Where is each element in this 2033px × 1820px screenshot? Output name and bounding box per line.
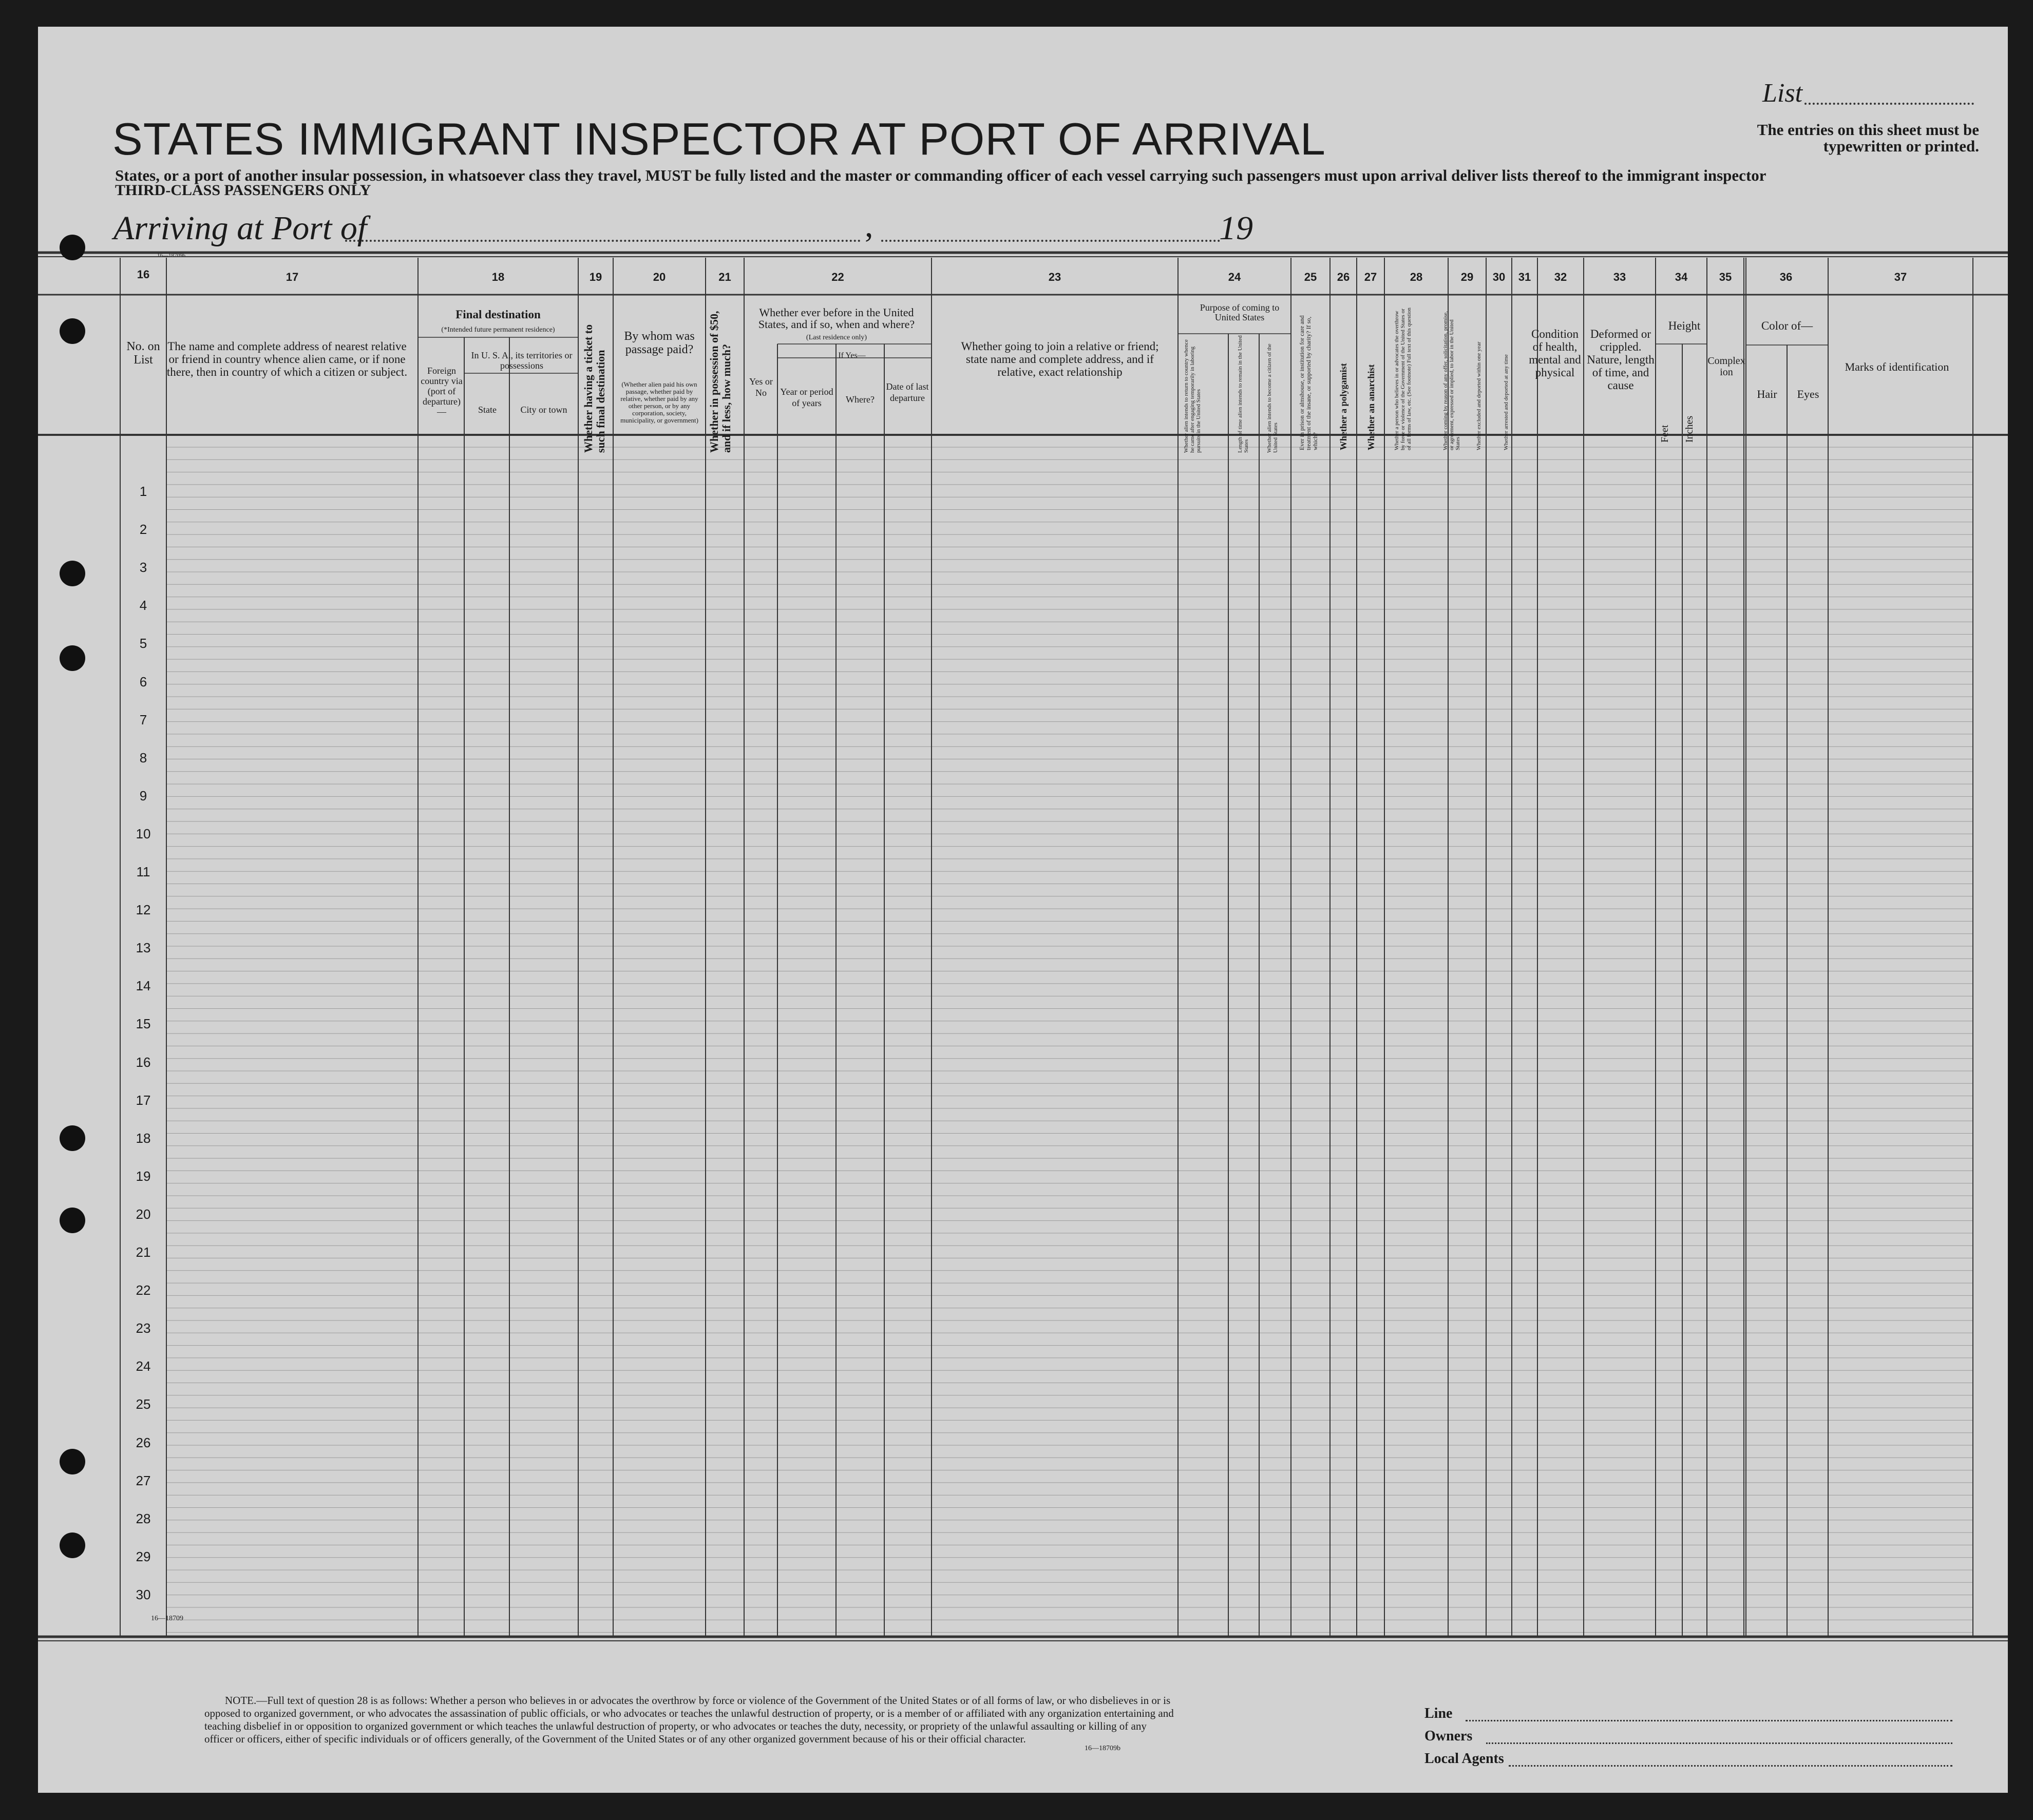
column-number: 19 xyxy=(589,271,602,283)
page-subtitle: States, or a port of another insular possession, in whatsoever class they travel, MUST be fully listed and the master or commanding officer of each vessel carrying such passengers must upon arrival deliver lists thereof to the immigrant inspector xyxy=(115,166,1766,184)
col26-header: Whether a polygamist xyxy=(1338,363,1348,450)
binder-hole xyxy=(60,1449,85,1474)
column-number: 35 xyxy=(1719,271,1732,283)
column-number: 21 xyxy=(718,271,731,283)
binder-hole xyxy=(60,1208,85,1233)
owners-label: Owners xyxy=(1424,1728,1473,1744)
col22-sub: (Last residence only) xyxy=(806,334,867,341)
column-number: 28 xyxy=(1410,271,1423,283)
column-number: 24 xyxy=(1228,271,1241,283)
col24-a: Whether alien intends to return to country whence he came after engaging temporarily in laboring pursuits in the United States xyxy=(1183,339,1202,453)
row-number: 23 xyxy=(136,1320,151,1336)
table-grid xyxy=(38,27,2008,1793)
col22-period: Year or period of years xyxy=(780,387,833,408)
row-number: 11 xyxy=(136,864,150,879)
line-field[interactable] xyxy=(1466,1720,1952,1721)
row-number: 8 xyxy=(139,750,147,765)
row-number: 5 xyxy=(139,636,147,652)
arriving-label: Arriving at Port of xyxy=(113,209,367,247)
col24-b: Length of time alien intends to remain in the United States xyxy=(1237,335,1249,453)
row-number: 19 xyxy=(136,1168,151,1184)
col18-title: Final destination xyxy=(455,308,541,321)
col24-title: Purpose of coming to United States xyxy=(1200,302,1280,322)
col29-header: Whether coming by reason of any offer, solicitation, promise, or agreement, expressed or implied, to labor in the United States xyxy=(1442,311,1461,450)
col36-title: Color of— xyxy=(1761,319,1813,332)
comma: , xyxy=(865,207,873,244)
row-number: 4 xyxy=(139,598,147,614)
col27-header: Whether an anarchist xyxy=(1366,364,1376,450)
row-number: 18 xyxy=(136,1130,151,1146)
row-number: 21 xyxy=(136,1244,151,1260)
col18-foreign: Foreign country via (port of departure)— xyxy=(421,366,463,417)
col22-date: Date of last departure xyxy=(886,381,929,403)
form-code-side: 16—18709 xyxy=(151,1615,183,1622)
col19-header: Whether having a ticket to such final destination xyxy=(582,324,607,453)
row-number: 14 xyxy=(136,978,151,994)
row-number: 24 xyxy=(136,1358,151,1374)
col36-eyes: Eyes xyxy=(1797,388,1819,400)
col35-header: Complexion xyxy=(1707,355,1745,378)
column-number: 25 xyxy=(1304,271,1317,283)
owners-field[interactable] xyxy=(1486,1742,1952,1744)
col30-header: Whether excluded and deported within one year xyxy=(1476,341,1482,450)
col16-header: No. on List xyxy=(126,340,160,367)
col18-usa: In U. S. A., its territories or possessions xyxy=(471,350,573,371)
footnote: NOTE.—Full text of question 28 is as follows: Whether a person who believes in or advocates the overthrow by force or violence of the Government of the United States or of all forms of law, or who disbelieves in or is opposed to organized government, or who advocates the assassination of public officials, or who advocates or teaches the unlawful destruction of property, or is a member of or affiliated with any organization entertaining and teaching disbelief in or opposition to organized government or which teaches the unlawful destruction of property, or who advocates or teaches the duty, necessity, or propriety of the unlawful assaulting or killing of any officer or officers, either of specific individuals or of officers generally, of the Government of the United States or of any other organized government because of his or their official character. xyxy=(204,1694,1174,1745)
agents-field[interactable] xyxy=(1509,1765,1952,1767)
col32-header: Condition of health, mental and physical xyxy=(1529,328,1581,379)
col23-header: Whether going to join a relative or friend; state name and complete address, and if relative, exact relationship xyxy=(961,340,1159,378)
col36-hair: Hair xyxy=(1757,388,1777,400)
footnote-code: 16—18709b xyxy=(1085,1745,1120,1752)
line-label: Line xyxy=(1424,1706,1453,1721)
col25-header: Ever in prison or almshouse, or institution for care and treatment of the insane, or supported by charity? If so, which? xyxy=(1298,315,1319,450)
row-number: 27 xyxy=(136,1472,151,1488)
col22-yesno: Yes or No xyxy=(749,376,773,398)
column-number: 16 xyxy=(137,268,150,281)
column-number: 31 xyxy=(1518,271,1531,283)
row-number: 6 xyxy=(139,674,147,689)
column-number: 34 xyxy=(1675,271,1688,283)
row-number: 28 xyxy=(136,1510,151,1526)
row-number: 22 xyxy=(136,1282,151,1298)
col18-city: City or town xyxy=(520,405,567,415)
list-label: List xyxy=(1762,79,1803,108)
col34-title: Height xyxy=(1668,319,1701,332)
column-number: 18 xyxy=(491,271,505,283)
row-number: 13 xyxy=(136,940,151,956)
column-number: 26 xyxy=(1337,271,1350,283)
page-title: STATES IMMIGRANT INSPECTOR AT PORT OF ARRIVAL xyxy=(112,113,1326,164)
col22-ifyes: If Yes— xyxy=(838,351,866,360)
row-number: 12 xyxy=(136,902,151,918)
col31-header: Whether arrested and deported at any time xyxy=(1503,354,1509,450)
col20-title: By whom was passage paid? xyxy=(624,330,695,356)
col37-header: Marks of identification xyxy=(1845,360,1949,373)
col20-sub: (Whether alien paid his own passage, whether paid by relative, whether paid by any other person, or by any corporation, society, municipality, or government) xyxy=(620,380,698,424)
row-number: 26 xyxy=(136,1434,151,1450)
column-number: 32 xyxy=(1554,271,1567,283)
binder-hole xyxy=(60,318,85,344)
column-number: 37 xyxy=(1894,271,1907,283)
binder-hole xyxy=(60,1532,85,1558)
year-prefix: 19 xyxy=(1219,209,1253,247)
typed-note: The entries on this sheet must be typewritten or printed. xyxy=(1757,121,1979,155)
row-number: 10 xyxy=(136,826,151,841)
row-number: 29 xyxy=(136,1548,151,1564)
col21-header: Whether in possession of $50, and if less, how much? xyxy=(708,311,733,453)
col28-header: Whether a person who believes in or advocates the overthrow by force or violence of the Government of the United States or of all forms of law, etc. (See footnote) Full text of this question xyxy=(1394,308,1412,450)
row-number: 20 xyxy=(136,1206,151,1222)
col24-c: Whether alien intends to become a citizen of the United States xyxy=(1266,343,1279,453)
row-number: 15 xyxy=(136,1016,151,1032)
col18-sub: (*Intended future permanent residence) xyxy=(441,326,555,334)
row-number: 16 xyxy=(136,1054,151,1070)
column-number: 33 xyxy=(1613,271,1626,283)
col34-inches: Inches xyxy=(1684,415,1695,443)
column-number: 36 xyxy=(1779,271,1793,283)
binder-hole xyxy=(60,235,85,260)
binder-hole xyxy=(60,1125,85,1151)
row-number: 2 xyxy=(139,522,147,538)
col22-where: Where? xyxy=(846,394,875,405)
agents-label: Local Agents xyxy=(1424,1751,1504,1767)
column-number: 29 xyxy=(1460,271,1474,283)
column-number: 17 xyxy=(286,271,299,283)
form-code-top: 16—18709b xyxy=(157,253,185,259)
row-number: 30 xyxy=(136,1586,151,1602)
column-number: 20 xyxy=(653,271,666,283)
col34-feet: Feet xyxy=(1659,425,1670,443)
row-number: 7 xyxy=(139,712,147,727)
column-number: 23 xyxy=(1048,271,1061,283)
binder-hole xyxy=(60,645,85,671)
col22-title: Whether ever before in the United States, and if so, when and where? xyxy=(758,306,915,331)
col17-header: The name and complete address of nearest relative or friend in country whence alien came, or if none there, then in country of which a citizen or subject. xyxy=(166,340,408,378)
column-number: 30 xyxy=(1492,271,1506,283)
binder-hole xyxy=(60,561,85,586)
row-number: 9 xyxy=(139,788,147,803)
form-sheet xyxy=(38,27,2008,1793)
class-label: THIRD-CLASS PASSENGERS ONLY xyxy=(115,182,371,199)
row-number: 3 xyxy=(139,560,147,576)
row-number: 1 xyxy=(139,484,147,499)
column-number: 27 xyxy=(1364,271,1377,283)
col33-header: Deformed or crippled. Nature, length of time, and cause xyxy=(1587,328,1655,392)
row-number: 17 xyxy=(136,1092,151,1108)
col18-state: State xyxy=(478,405,497,415)
row-number: 25 xyxy=(136,1396,151,1412)
column-number: 22 xyxy=(831,271,844,283)
